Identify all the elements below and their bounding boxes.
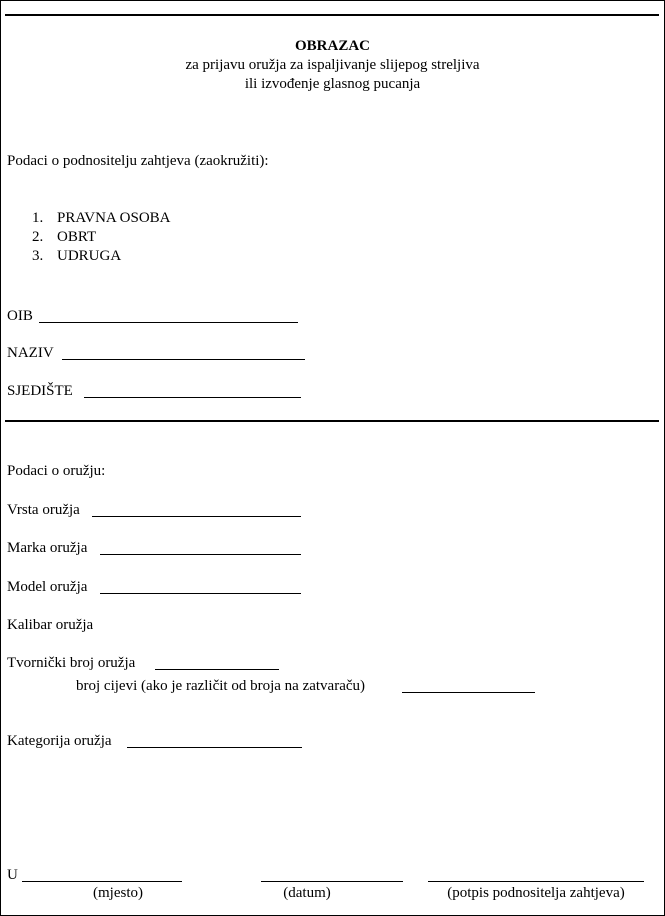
option-udruga[interactable]: UDRUGA (57, 248, 122, 264)
kategorija-label: Kategorija oružja (7, 733, 112, 749)
tvornicki-label: Tvornički broj oružja (7, 655, 136, 671)
naziv-label: NAZIV (7, 345, 54, 361)
datum-caption: (datum) (283, 885, 331, 901)
tvornicki-field[interactable] (155, 669, 279, 670)
option-number: 3. (32, 248, 44, 264)
oib-label: OIB (7, 308, 33, 324)
kalibar-label: Kalibar oružja (7, 617, 94, 633)
u-label: U (7, 867, 18, 883)
vrsta-field[interactable] (92, 516, 301, 517)
top-divider (5, 14, 659, 16)
section-divider (5, 420, 659, 422)
kategorija-field[interactable] (127, 747, 302, 748)
potpis-caption: (potpis podnositelja zahtjeva) (447, 885, 625, 901)
model-field[interactable] (100, 593, 301, 594)
option-pravna-osoba[interactable]: PRAVNA OSOBA (57, 210, 171, 226)
sjediste-field[interactable] (84, 397, 301, 398)
form-title: OBRAZAC (294, 38, 370, 54)
option-number: 2. (32, 229, 44, 245)
broj-cijevi-label: broj cijevi (ako je različit od broja na zatvaraču) (76, 678, 366, 694)
sjediste-label: SJEDIŠTE (7, 383, 73, 399)
model-label: Model oružja (7, 579, 88, 595)
weapon-heading: Podaci o oružju: (7, 463, 106, 479)
mjesto-caption: (mjesto) (93, 885, 143, 901)
option-number: 1. (32, 210, 44, 226)
naziv-field[interactable] (62, 359, 305, 360)
potpis-field[interactable] (428, 881, 644, 882)
broj-cijevi-field[interactable] (402, 692, 535, 693)
marka-label: Marka oružja (7, 540, 88, 556)
marka-field[interactable] (100, 554, 301, 555)
form-subtitle-1: za prijavu oružja za ispaljivanje slijepog streljiva (185, 57, 480, 73)
form-subtitle-2: ili izvođenje glasnog pucanja (244, 76, 421, 92)
option-obrt[interactable]: OBRT (57, 229, 97, 245)
vrsta-label: Vrsta oružja (7, 502, 80, 518)
oib-field[interactable] (39, 322, 298, 323)
mjesto-field[interactable] (22, 881, 182, 882)
applicant-heading: Podaci o podnositelju zahtjeva (zaokružiti): (7, 153, 269, 169)
datum-field[interactable] (261, 881, 403, 882)
